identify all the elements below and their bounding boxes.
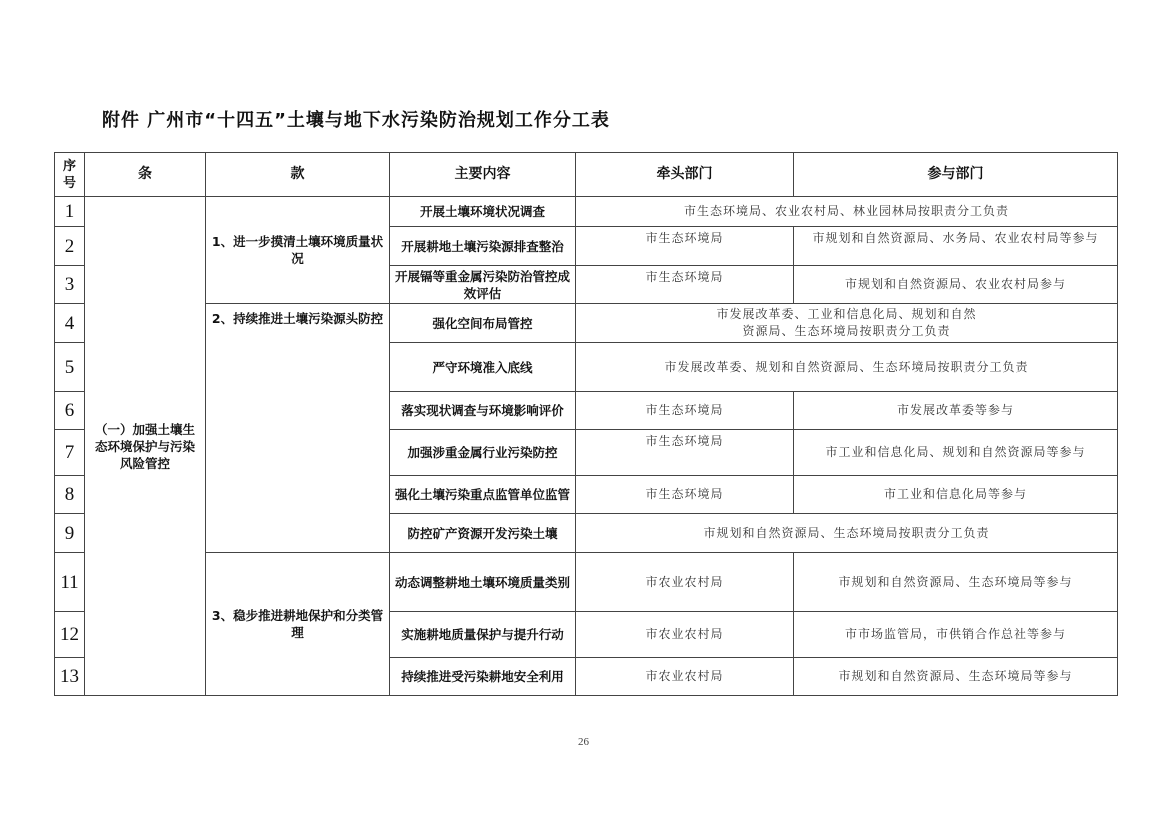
row-participating-dept: 市市场监管局，市供销合作总社等参与 <box>794 612 1118 658</box>
row-content: 强化空间布局管控 <box>390 304 576 343</box>
row-participating-dept: 市发展改革委等参与 <box>794 392 1118 430</box>
row-content: 防控矿产资源开发污染土壤 <box>390 514 576 553</box>
header-content: 主要内容 <box>390 153 576 197</box>
kuan-cell: 1、进一步摸清土壤环境质量状况 <box>206 197 390 304</box>
row-content: 落实现状调查与环境影响评价 <box>390 392 576 430</box>
header-participating-dept: 参与部门 <box>794 153 1118 197</box>
row-seq: 4 <box>55 304 85 343</box>
row-seq: 13 <box>55 658 85 696</box>
row-participating-dept: 市工业和信息化局、规划和自然资源局等参与 <box>794 430 1118 476</box>
row-lead-dept: 市农业农村局 <box>576 612 794 658</box>
row-participating-dept: 市规划和自然资源局、农业农村局参与 <box>794 266 1118 304</box>
row-seq: 11 <box>55 553 85 612</box>
row-lead-dept: 市生态环境局 <box>576 430 794 476</box>
page-number: 26 <box>578 736 589 748</box>
row-lead-dept: 市农业农村局 <box>576 553 794 612</box>
kuan-cell: 2、持续推进土壤污染源头防控 <box>206 304 390 553</box>
header-tiao: 条 <box>85 153 206 197</box>
row-participating-dept: 市工业和信息化局等参与 <box>794 476 1118 514</box>
row-seq: 1 <box>55 197 85 227</box>
row-merged-dept: 市规划和自然资源局、生态环境局按职责分工负责 <box>576 514 1118 553</box>
work-division-table <box>54 152 1118 696</box>
row-lead-dept: 市生态环境局 <box>576 476 794 514</box>
row-seq: 5 <box>55 343 85 392</box>
tiao-cell: （一）加强土壤生态环境保护与污染风险管控 <box>85 197 206 696</box>
kuan-cell: 3、稳步推进耕地保护和分类管理 <box>206 553 390 696</box>
row-seq: 12 <box>55 612 85 658</box>
row-merged-dept: 市发展改革委、工业和信息化局、规划和自然资源局、生态环境局按职责分工负责 <box>576 304 1118 343</box>
header-seq: 序号 <box>55 153 85 197</box>
header-kuan: 款 <box>206 153 390 197</box>
row-content: 开展耕地土壤污染源排查整治 <box>390 227 576 266</box>
row-content: 动态调整耕地土壤环境质量类别 <box>390 553 576 612</box>
table-row <box>55 197 1118 227</box>
table-row <box>55 304 1118 343</box>
row-participating-dept: 市规划和自然资源局、生态环境局等参与 <box>794 553 1118 612</box>
row-lead-dept: 市生态环境局 <box>576 266 794 304</box>
header-lead-dept: 牵头部门 <box>576 153 794 197</box>
row-seq: 8 <box>55 476 85 514</box>
table-row <box>55 553 1118 612</box>
table-header-row <box>55 153 1118 197</box>
row-seq: 9 <box>55 514 85 553</box>
row-content: 持续推进受污染耕地安全利用 <box>390 658 576 696</box>
row-content: 实施耕地质量保护与提升行动 <box>390 612 576 658</box>
row-content: 加强涉重金属行业污染防控 <box>390 430 576 476</box>
row-participating-dept: 市规划和自然资源局、水务局、农业农村局等参与 <box>794 227 1118 266</box>
row-seq: 6 <box>55 392 85 430</box>
row-content: 强化土壤污染重点监管单位监管 <box>390 476 576 514</box>
row-participating-dept: 市规划和自然资源局、生态环境局等参与 <box>794 658 1118 696</box>
document-title: 附件 广州市“十四五”土壤与地下水污染防治规划工作分工表 <box>102 110 610 131</box>
row-lead-dept: 市农业农村局 <box>576 658 794 696</box>
row-content: 开展土壤环境状况调查 <box>390 197 576 227</box>
row-content: 严守环境准入底线 <box>390 343 576 392</box>
row-seq: 2 <box>55 227 85 266</box>
row-merged-dept: 市生态环境局、农业农村局、林业园林局按职责分工负责 <box>576 197 1118 227</box>
row-lead-dept: 市生态环境局 <box>576 392 794 430</box>
row-lead-dept: 市生态环境局 <box>576 227 794 266</box>
row-merged-dept: 市发展改革委、规划和自然资源局、生态环境局按职责分工负责 <box>576 343 1118 392</box>
row-seq: 3 <box>55 266 85 304</box>
row-content: 开展镉等重金属污染防治管控成效评估 <box>390 266 576 304</box>
row-seq: 7 <box>55 430 85 476</box>
